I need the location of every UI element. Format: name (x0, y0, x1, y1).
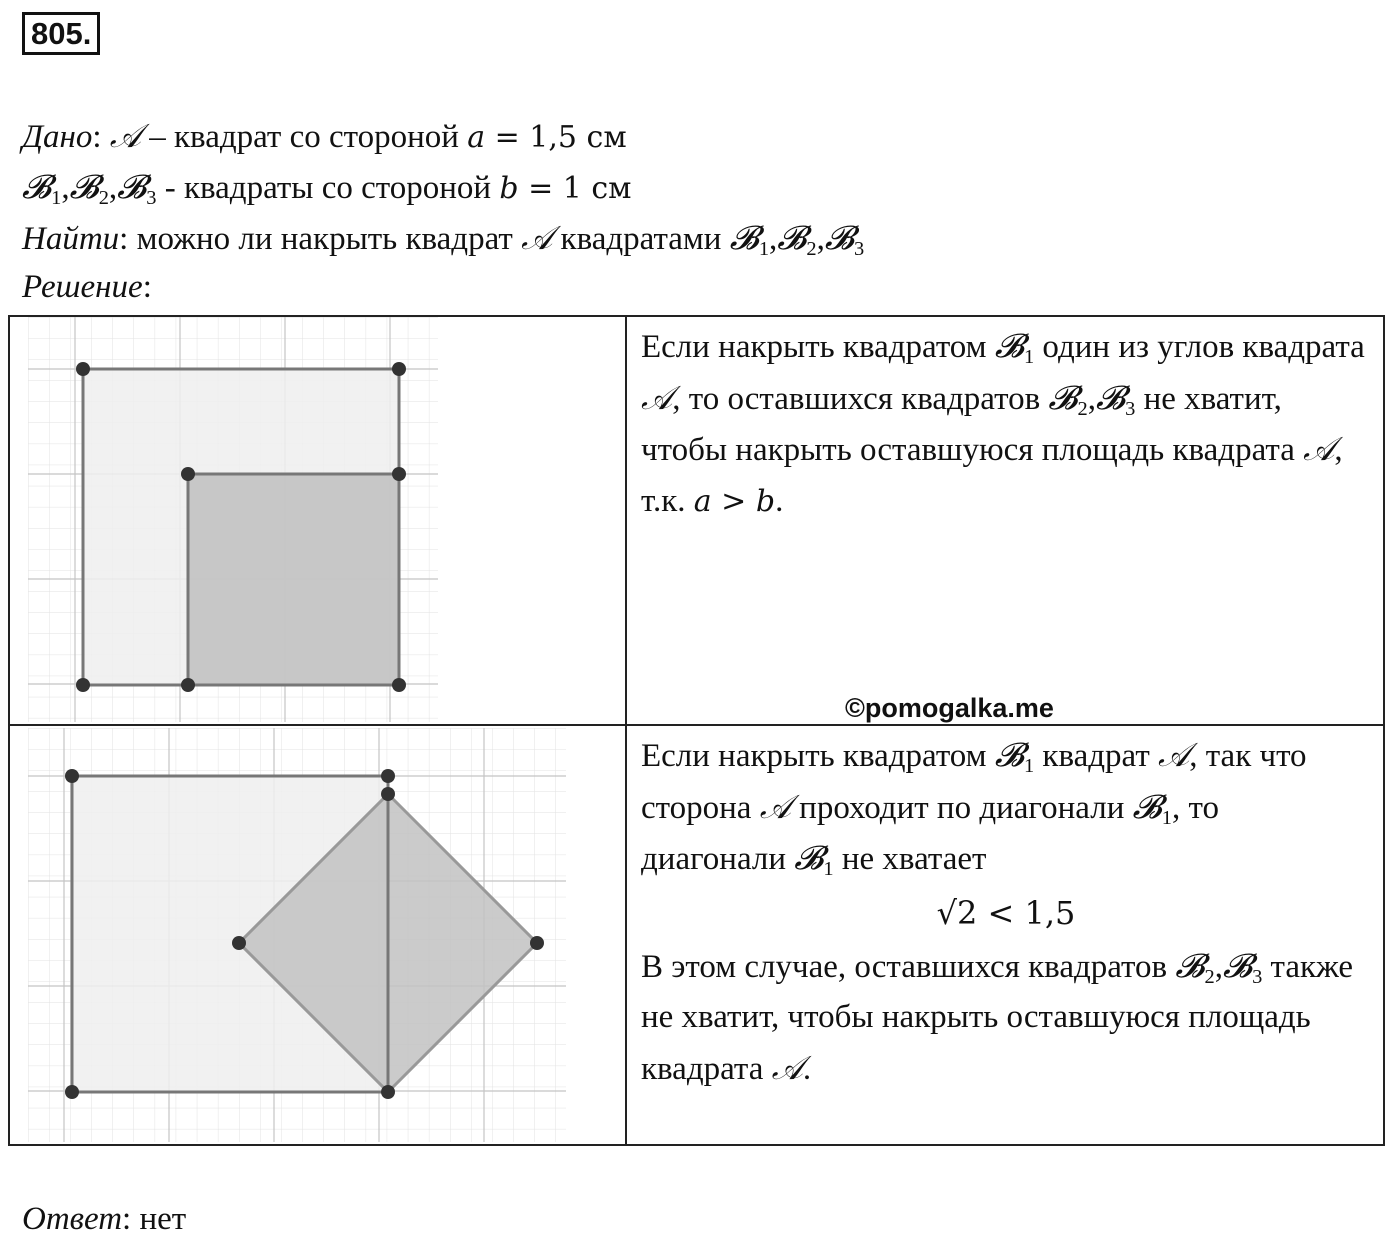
text-fragment: , то диагонали (641, 789, 1219, 877)
text-fragment: квадрат (1034, 738, 1158, 774)
vertex-point (392, 678, 406, 692)
subscript: 2 (806, 238, 817, 261)
solution-colon: : (142, 269, 152, 305)
square-b-symbol: 𝓑 (22, 167, 52, 206)
text-fragment: , так что сторона (641, 738, 1307, 826)
comma: , (108, 170, 118, 206)
figure-cell-1 (10, 317, 627, 726)
text-fragment: не хватает (833, 841, 987, 877)
explanation-2-part-2 (641, 941, 1371, 1095)
answer-text: : нет (122, 1201, 187, 1237)
subscript: 1 (51, 187, 62, 210)
vertex-point (181, 467, 195, 481)
answer-line (22, 1199, 186, 1239)
explanation-2 (641, 730, 1371, 1094)
subscript: 3 (1252, 965, 1263, 988)
inequality-sign: > (711, 483, 756, 519)
square-b-symbol: 𝓑 (1132, 786, 1162, 826)
text-fragment: один из углов квадрата (1034, 329, 1365, 365)
solution-label: Решение (22, 269, 143, 305)
subscript: 3 (853, 238, 865, 261)
given-text-2: - квадраты со стороной (156, 170, 500, 206)
square-b-symbol: 𝓑 (794, 838, 824, 877)
text-fragment: В этом случае, оставшихся квадратов (641, 948, 1176, 985)
subscript: 3 (1125, 397, 1136, 420)
solution-line (22, 267, 152, 307)
vertex-point (392, 362, 406, 376)
side-b-var: b (755, 483, 776, 519)
square-a-symbol: 𝒜 (1158, 735, 1190, 774)
solution-table (8, 315, 1385, 1146)
figure-corner-cover (28, 317, 438, 722)
square-a-symbol: 𝒜 (641, 377, 673, 417)
explanation-2-part-1 (641, 730, 1371, 885)
given-colon: : (92, 119, 110, 155)
vertex-point (65, 1085, 79, 1099)
vertex-point (65, 769, 79, 783)
vertex-point (181, 678, 195, 692)
text-fragment: , то оставшихся квадратов (672, 380, 1049, 417)
subscript: 1 (1161, 806, 1172, 829)
comma: , (1087, 380, 1096, 417)
formula-root: √2 (936, 893, 978, 932)
square-b-symbol: 𝓑 (777, 218, 807, 257)
vertex-point (381, 1085, 395, 1099)
given-line-1 (22, 116, 627, 158)
text-fragment: Если накрыть квадратом (641, 329, 995, 365)
given-label: Дано (22, 119, 93, 155)
period: . (802, 1050, 812, 1087)
square-b-symbol: 𝓑 (117, 167, 147, 206)
given-text: – квадрат со стороной (141, 119, 468, 155)
vertex-point (530, 936, 544, 950)
text-fragment: Если накрыть квадратом (641, 738, 995, 774)
square-b-symbol: 𝓑 (69, 167, 99, 206)
vertex-point (232, 936, 246, 950)
text-fragment: проходит по диагонали (790, 789, 1133, 826)
side-b-value: = 1 см (518, 171, 632, 206)
vertex-point (76, 362, 90, 376)
subscript: 2 (98, 187, 109, 210)
side-a-var: a (467, 120, 486, 155)
vertex-point (76, 678, 90, 692)
comma: , (1214, 948, 1223, 985)
vertex-point (381, 787, 395, 801)
answer-label: Ответ (22, 1201, 123, 1237)
problem-number: 805. (22, 12, 100, 55)
square-b-symbol: 𝓑 (994, 735, 1024, 774)
watermark: ©pomogalka.me (845, 693, 1054, 723)
square-a-symbol: 𝒜 (1303, 429, 1335, 468)
square-b-symbol: 𝓑 (729, 218, 759, 257)
square-b-symbol: 𝓑 (994, 326, 1024, 365)
side-a-var: a (693, 483, 712, 519)
text-fragment: не хватит, чтобы накрыть оставшуюся площадь квадрата (641, 380, 1304, 468)
formula (641, 885, 1371, 941)
text-cell-1 (627, 317, 1383, 726)
subscript: 1 (823, 858, 834, 881)
square-a-symbol: 𝒜 (759, 786, 791, 826)
text-fragment: , т.к. (641, 432, 1343, 519)
subscript: 2 (1204, 965, 1215, 988)
figure-diagonal-cover (28, 728, 566, 1142)
comma: , (816, 221, 825, 257)
side-a-value: = 1,5 см (485, 120, 627, 155)
subscript: 2 (1077, 397, 1088, 420)
square-b-symbol: 𝓑 (824, 218, 854, 257)
vertex-point (381, 769, 395, 783)
subscript: 3 (146, 187, 157, 210)
period: . (775, 482, 784, 519)
subscript: 1 (758, 238, 770, 261)
find-text-mid: квадратами (552, 221, 730, 257)
vertex-point (392, 467, 406, 481)
find-line (22, 218, 864, 259)
text-cell-2 (627, 726, 1383, 1144)
comma: , (61, 170, 70, 206)
side-b-var: b (499, 171, 519, 206)
formula-rest: < 1,5 (977, 893, 1076, 932)
subscript: 1 (1023, 755, 1035, 778)
square-b-symbol: 𝓑 (1222, 945, 1253, 985)
text-fragment: также не хватит, чтобы накрыть оставшуюся площадь квадрата (641, 948, 1354, 1087)
square-b-symbol: 𝓑 (1095, 377, 1126, 417)
square-a-symbol: 𝒜 (771, 1047, 803, 1087)
square-a-symbol: 𝒜 (109, 116, 142, 155)
given-line-2 (22, 167, 632, 209)
explanation-1 (641, 321, 1371, 527)
square-b1-shape (188, 474, 399, 685)
subscript: 1 (1023, 346, 1035, 369)
square-b-symbol: 𝓑 (1048, 377, 1078, 417)
comma: , (769, 221, 778, 257)
square-b-symbol: 𝓑 (1175, 945, 1205, 985)
square-a-symbol: 𝒜 (521, 218, 553, 257)
find-label: Найти (22, 221, 120, 257)
figure-cell-2 (10, 726, 627, 1144)
find-text: : можно ли накрыть квадрат (119, 221, 522, 257)
